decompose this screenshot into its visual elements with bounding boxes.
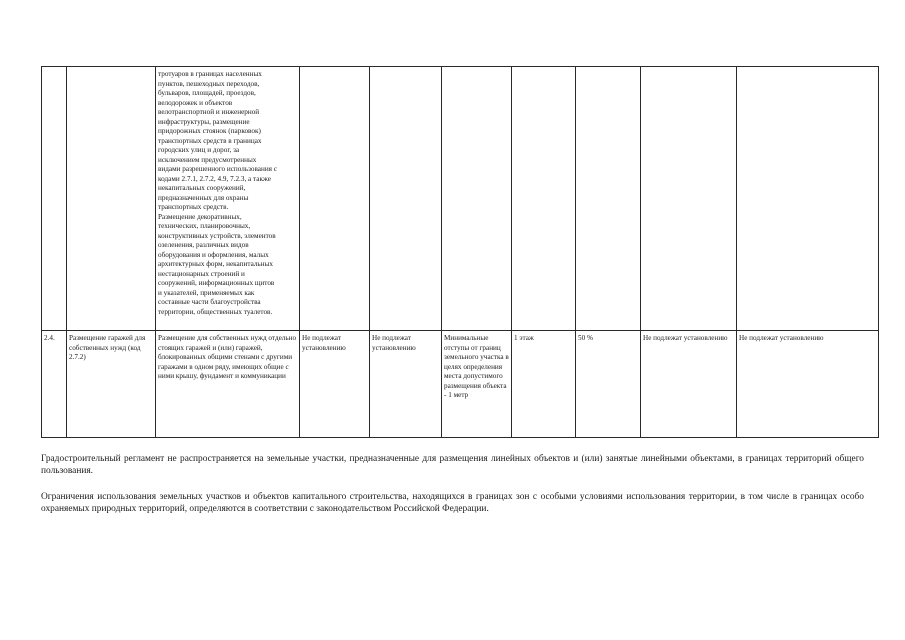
cell-col8: 50 %	[576, 331, 641, 438]
cell-num: 2.4.	[42, 331, 67, 438]
note-paragraph-restrictions: Ограничения использования земельных участков и объектов капитального строительства, находящихся в границах зон с особыми условиями использования территории, в том числе в границах особо охраняемых природных территорий, определяются в соответствии с законодательством Российской Федерации.	[41, 492, 864, 514]
note-paragraph-linear-objects: Градостроительный регламент не распространяется на земельные участки, предназначенные для размещения линейных объектов и (или) занятые линейными объектами, в границах территорий общего пользования.	[41, 454, 864, 476]
cell-col7: 1 этаж	[512, 331, 576, 438]
cell-col10: Не подлежат установлению	[737, 331, 879, 438]
cell-num	[42, 67, 67, 331]
cell-col5: Не подлежат установлению	[370, 331, 442, 438]
cell-col9: Не подлежат установлению	[641, 331, 737, 438]
cell-col9	[641, 67, 737, 331]
cell-col4	[300, 67, 370, 331]
cell-col6: Минимальные отступы от границ земельного участка в целях определения места допустимого размещения объекта - 1 метр	[442, 331, 512, 438]
cell-col5	[370, 67, 442, 331]
table-row	[42, 331, 879, 438]
cell-use-name	[67, 67, 156, 331]
cell-col7	[512, 67, 576, 331]
regulations-table	[41, 66, 879, 438]
cell-col8	[576, 67, 641, 331]
cell-col10	[737, 67, 879, 331]
cell-use-description: Размещение для собственных нужд отдельно стоящих гаражей и (или) гаражей, блокированных общими стенами с другими гаражами в одном ряду, имеющих общие с ними крышу, фундамент и коммуникации	[156, 331, 300, 438]
cell-col4: Не подлежат установлению	[300, 331, 370, 438]
cell-col6	[442, 67, 512, 331]
cell-use-description: тротуаров в границах населенных пунктов, пешеходных переходов, бульваров, площадей, проездов, велодорожек и объектов велотранспортной и инженерной инфраструктуры, размещение придорожных стоянок (парковок) транспортных средств в границах городских улиц и дорог, за исключением предусмотренных видами разрешенного использования с кодами 2.7.1, 2.7.2, 4.9, 7.2.3, а также некапитальных сооружений, предназначенных для охраны транспортных средств. Размещение декоративных, технических, планировочных, конструктивных устройств, элементов озеленения, различных видов оборудования и оформления, малых архитектурных форм, некапитальных нестационарных строений и сооружений, информационных щитов и указателей, применяемых как составные части благоустройства территории, общественных туалетов.	[156, 67, 300, 331]
cell-use-name: Размещение гаражей для собственных нужд (код 2.7.2)	[67, 331, 156, 438]
table-row	[42, 67, 879, 331]
